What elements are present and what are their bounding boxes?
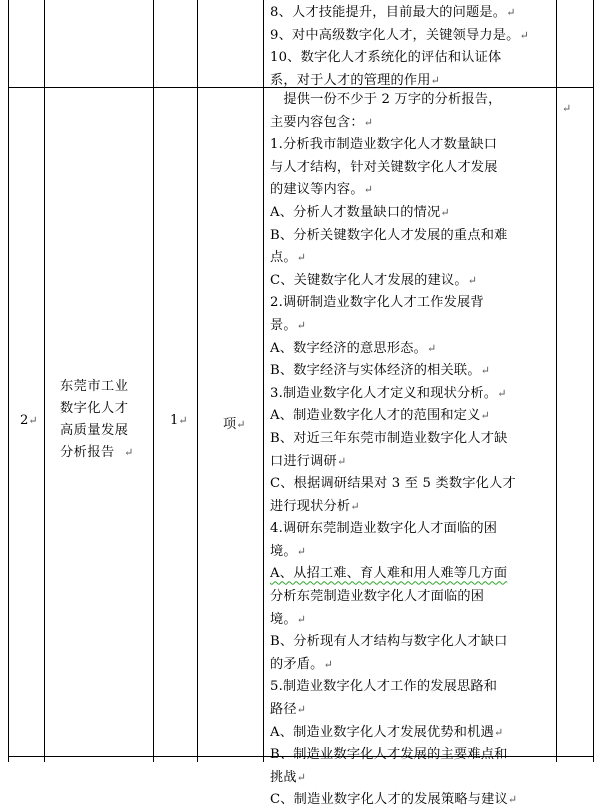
- item-unit: 项↵: [223, 417, 246, 432]
- content-line: 挑战↵: [270, 769, 306, 785]
- content-line: 口进行调研↵: [270, 453, 347, 469]
- content-line: 景。↵: [270, 317, 306, 333]
- content-line: C、关键数字化人才发展的建议。↵: [270, 272, 477, 288]
- content-line: B、分析现有人才结构与数字化人才缺口: [270, 634, 508, 650]
- content-line: 的建议等内容。↵: [270, 182, 373, 198]
- content-line: B、制造业数字化人才发展的主要难点和: [270, 747, 508, 763]
- item-quantity: 1↵: [170, 413, 188, 428]
- item-name-line: 数字化人才: [60, 401, 129, 416]
- table-border-right: [593, 0, 594, 762]
- content-line: 路径↵: [270, 702, 306, 718]
- content-line: 分析东莞制造业数字化人才面临的困: [270, 589, 485, 605]
- content-line: B、对近三年东莞市制造业数字化人才缺: [270, 430, 508, 446]
- content-line: 9、对中高级数字化人才，关键领导力是。↵: [270, 27, 529, 43]
- content-line: 1.分析我市制造业数字化人才数量缺口: [270, 137, 498, 153]
- row-top-content: [270, 2, 529, 92]
- content-line: A、从招工难、育人难和用人难等几方面: [270, 566, 508, 582]
- item-name-line: 东莞市工业: [60, 379, 129, 394]
- content-line: 与人才结构，针对关键数字化人才发展: [270, 159, 498, 175]
- table-divider-5: [556, 0, 557, 762]
- content-line: 系，对于人才的管理的作用↵: [270, 72, 440, 88]
- content-line: 境。↵: [270, 543, 306, 559]
- content-line: A、分析人才数量缺口的情况↵: [270, 204, 450, 220]
- table-divider-3: [197, 0, 198, 762]
- item-content: [270, 89, 517, 812]
- content-line: 8、人才技能提升，目前最大的问题是。↵: [270, 5, 516, 20]
- content-line: C、制造业数字化人才的发展策略与建议↵: [270, 792, 518, 808]
- content-line: C、根据调研结果对 3 至 5 类数字化人才: [270, 476, 516, 492]
- content-line: A、制造业数字化人才发展优势和机遇↵: [270, 724, 504, 740]
- content-line: 进行现状分析↵: [270, 498, 360, 514]
- table-divider-2: [153, 0, 154, 762]
- content-line: 5.制造业数字化人才工作的发展思路和: [270, 679, 498, 695]
- content-line: 的矛盾。↵: [270, 656, 333, 672]
- content-line: 提供一份不少于 2 万字的分析报告，: [270, 92, 502, 107]
- content-line: 4.调研东莞制造业数字化人才面临的困: [270, 521, 498, 537]
- item-name-line: 高质量发展: [60, 423, 129, 438]
- content-line: 境。↵: [270, 611, 306, 627]
- content-line: A、数字经济的意思形态。↵: [270, 340, 437, 356]
- content-line: B、分析关键数字化人才发展的重点和难: [270, 227, 508, 243]
- content-line: A、制造业数字化人才的范围和定义↵: [270, 408, 490, 424]
- table-border-left: [8, 0, 9, 762]
- item-name-line: 分析报告 ↵: [60, 445, 134, 460]
- row-index: 2↵: [20, 413, 38, 428]
- content-line: 10、数字化人才系统化的评估和认证体: [270, 50, 502, 66]
- empty-cell-mark: ↵: [562, 102, 572, 115]
- table-divider-1: [44, 0, 45, 762]
- content-line: B、数字经济与实体经济的相关联。↵: [270, 363, 490, 379]
- content-line: 点。↵: [270, 250, 306, 266]
- content-line: 主要内容包含：↵: [270, 114, 373, 130]
- content-line: 2.调研制造业数字化人才工作发展背: [270, 295, 484, 311]
- content-line: 3.制造业数字化人才定义和现状分析。↵: [270, 385, 507, 401]
- table-divider-4: [263, 0, 264, 762]
- item-name: [60, 376, 133, 464]
